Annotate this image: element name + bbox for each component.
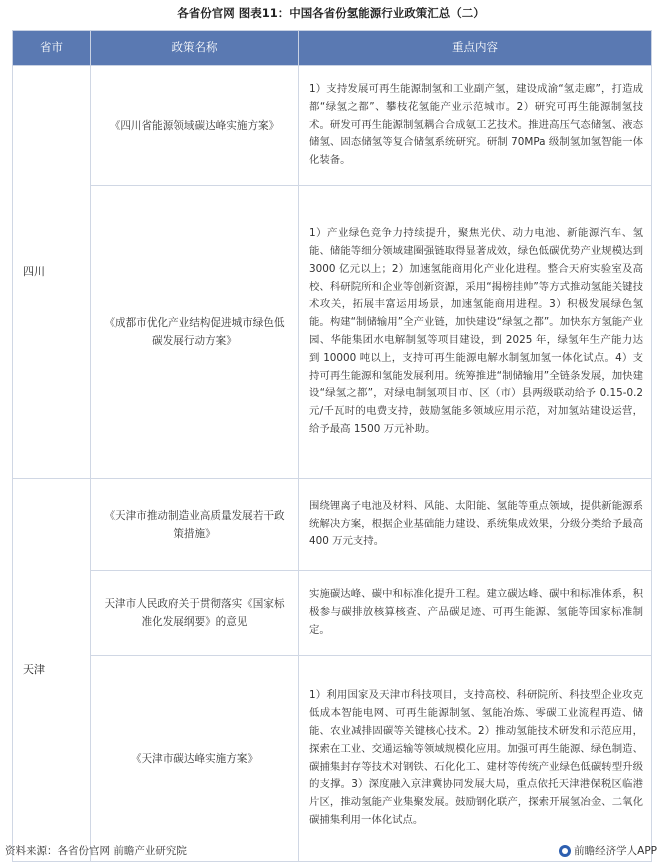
key-content-cell: 1）支持发展可再生能源制氢和工业副产氢，建设成渝“氢走廊”，打造成都“绿氢之都”、攀枝花氢能产业示范城市。2）研究可再生能源制氢技术。研发可再生能源制氢耦合合成氨工艺技术。推进高压气态储氢、液态储氢、固态储氢等复合储氢系统研究。研制 70MPa 级制氢加氢智能一体化装备。 xyxy=(299,66,652,186)
key-content-cell: 实施碳达峰、碳中和标准化提升工程。建立碳达峰、碳中和标准体系，积极参与碳排放核算核查、产品碳足迹、可再生能源、氢能等国家标准制定。 xyxy=(299,571,652,656)
key-content-cell: 1）产业绿色竞争力持续提升，聚焦光伏、动力电池、新能源汽车、氢能、储能等细分领域建圈强链取得显著成效，绿色低碳优势产业规模达到 3000 亿元以上；2）加速氢能商用化产业化进程。整合天府实验室及高校、科研院所和企业等创新资源，采用“揭榜挂帅”等方式推动氢能关键技术攻关，拓展丰富运用场景，加速氢能商用进程。3）积极发展绿色氢能。构建“制储输用”全产业链，加快建设“绿氢之都”。加快东方氢能产业园、华能集团水电解制氢等项目建设，到 2025 年，绿氢年生产能力达到 10000 吨以上，支持可再生能源电解水制氢加氢一体化试点。4）支持可再生能源和氢能发展利用。统筹推进“制储输用”全链条发展，加快建设“绿氢之都”，对绿电制氢项目市、区（市）县两级联动给予 0.15-0.2 元/千瓦时的电费支持，鼓励氢能多领域应用示范，对加氢站建设运营，给予最高 1500 万元补助。 xyxy=(299,186,652,479)
policy-name-cell: 《天津市推动制造业高质量发展若干政策措施》 xyxy=(91,479,299,571)
policy-table xyxy=(12,30,652,862)
table-row xyxy=(13,479,652,571)
header-key-content: 重点内容 xyxy=(299,31,652,66)
table-row xyxy=(13,656,652,862)
header-province: 省市 xyxy=(13,31,91,66)
brand-mark xyxy=(559,842,657,860)
table-row xyxy=(13,66,652,186)
key-content-cell: 1）利用国家及天津市科技项目，支持高校、科研院所、科技型企业攻克低成本智能电网、可再生能源制氢、氢能冶炼、零碳工业流程再造、储能、农业减排固碳等关键核心技术。2）推动氢能技术研发和示范应用，探索在工业、交通运输等领域规模化应用。加强可再生能源、绿色制造、碳捕集封存等技术对钢铁、石化化工、建材等传统产业绿色低碳转型升级的支撑。3）深度融入京津冀协同发展大局，重点依托天津港保税区临港片区，推动氢能产业集聚发展。鼓励钢化联产，探索开展氢冶金、二氧化碳捕集利用一体化试点。 xyxy=(299,656,652,862)
key-content-cell: 围绕锂离子电池及材料、风能、太阳能、氢能等重点领域，提供新能源系统解决方案，根据企业基础能力建设、系统集成效果，分级分类给予最高 400 万元支持。 xyxy=(299,479,652,571)
source-note: 资料来源：各省份官网 前瞻产业研究院 xyxy=(5,845,187,857)
policy-name-cell: 《成都市优化产业结构促进城市绿色低碳发展行动方案》 xyxy=(91,186,299,479)
header-policy-name: 政策名称 xyxy=(91,31,299,66)
policy-name-cell: 天津市人民政府关于贯彻落实《国家标准化发展纲要》的意见 xyxy=(91,571,299,656)
page-title: 各省份官网 图表11：中国各省份氢能源行业政策汇总（二） xyxy=(177,6,485,20)
table-row xyxy=(13,186,652,479)
footer xyxy=(5,842,657,860)
province-cell: 四川 xyxy=(13,66,91,479)
policy-name-cell: 《天津市碳达峰实施方案》 xyxy=(91,656,299,862)
qianzhan-logo-icon xyxy=(559,845,571,857)
policy-name-cell: 《四川省能源领域碳达峰实施方案》 xyxy=(91,66,299,186)
brand-label: 前瞻经济学人APP xyxy=(574,845,657,857)
table-header-row xyxy=(13,31,652,66)
table-row xyxy=(13,571,652,656)
province-cell: 天津 xyxy=(13,479,91,862)
